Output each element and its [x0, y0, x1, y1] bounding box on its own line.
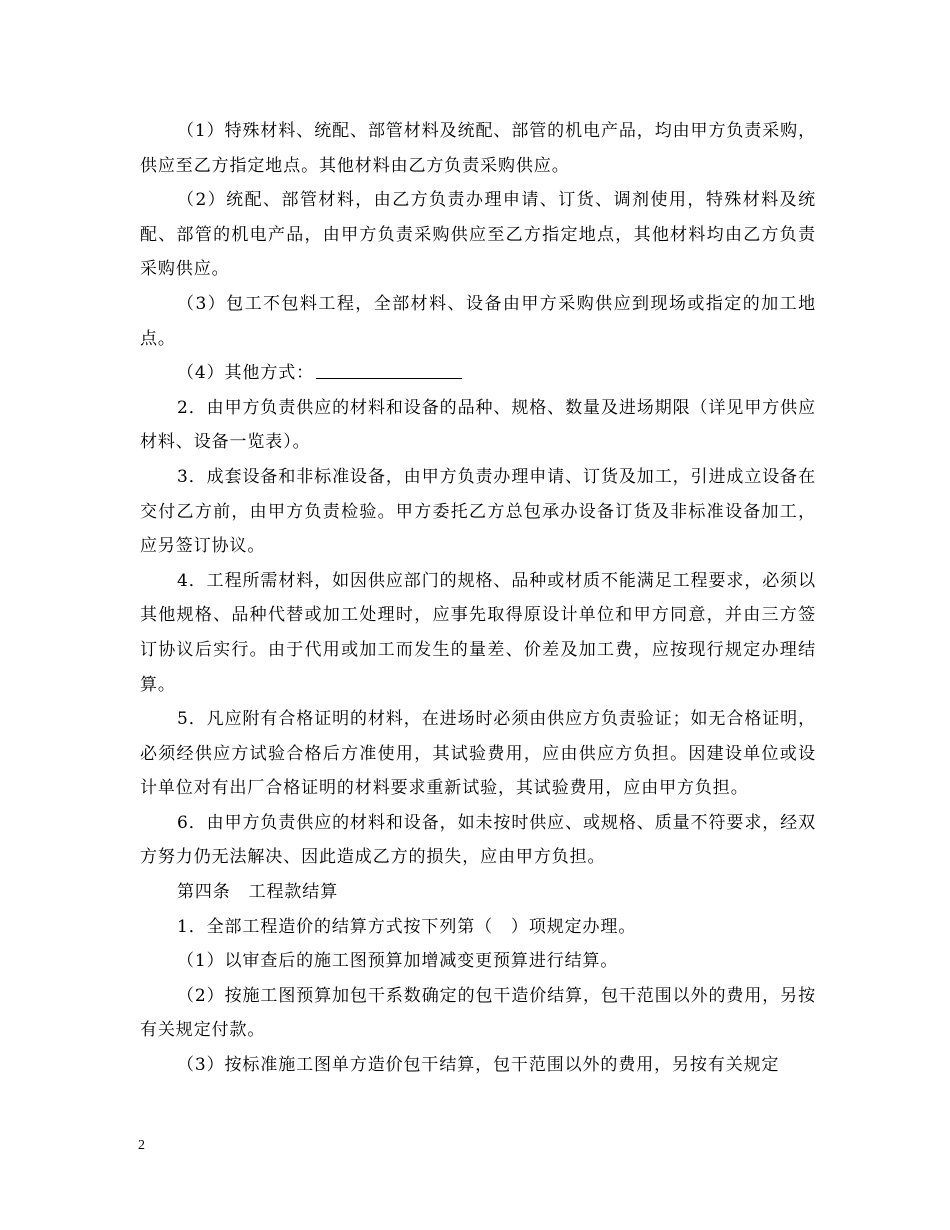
paragraph-clause-6: 6．由甲方负责供应的材料和设备，如未按时供应、或规格、质量不符要求，经双方努力仍无法解决、因此造成乙方的损失，应由甲方负担。 — [140, 812, 816, 868]
paragraph-material-supply-option-3: （3）包工不包料工程，全部材料、设备由甲方采购供应到现场或指定的加工地点。 — [140, 293, 816, 349]
paragraph-material-supply-option-2: （2）统配、部管材料，由乙方负责办理申请、订货、调剂使用，特殊材料及统配、部管的机电产品，由甲方负责采购供应至乙方指定地点，其他材料均由乙方负责采购供应。 — [140, 190, 816, 280]
paragraph-clause-2: 2．由甲方负责供应的材料和设备的品种、规格、数量及进场期限（详见甲方供应材料、设备一览表）。 — [140, 397, 816, 453]
paragraph-material-supply-option-4 — [140, 356, 816, 391]
paragraph-clause-4: 4．工程所需材料，如因供应部门的规格、品种或材质不能满足工程要求，必须以其他规格、品种代替或加工处理时，应事先取得原设计单位和甲方同意，并由三方签订协议后实行。由于代用或加工而发生的量差、价差及加工费，应按现行规定办理结算。 — [140, 570, 816, 695]
paragraph-clause-5: 5．凡应附有合格证明的材料，在进场时必须由供应方负责验证；如无合格证明，必须经供应方试验合格后方准使用，其试验费用，应由供应方负担。因建设单位或设计单位对有出厂合格证明的材料要求重新试验，其试验费用，应由甲方负担。 — [140, 709, 816, 799]
paragraph-settlement-clause-1: 1．全部工程造价的结算方式按下列第（ ）项规定办理。 — [177, 916, 637, 937]
section-heading-article-4: 第四条 工程款结算 — [177, 882, 339, 903]
paragraph-settlement-option-2: （2）按施工图预算加包干系数确定的包干造价结算，包干范围以外的费用，另按有关规定付款。 — [140, 985, 816, 1041]
paragraph-settlement-option-1: （1）以审查后的施工图预算加增减变更预算进行结算。 — [177, 951, 619, 972]
paragraph-clause-3: 3．成套设备和非标准设备，由甲方负责办理申请、订货及加工，引进成立设备在交付乙方前，由甲方负责检验。甲方委托乙方总包承办设备订货及非标准设备加工，应另签订协议。 — [140, 466, 816, 557]
document-body — [140, 114, 816, 1083]
page-number: 2 — [138, 1138, 145, 1153]
paragraph-settlement-option-3: （3）按标准施工图单方造价包干结算，包干范围以外的费用，另按有关规定 — [177, 1055, 780, 1076]
option-4-label: （4）其他方式： — [177, 363, 315, 384]
fill-in-blank-line — [316, 362, 462, 379]
paragraph-material-supply-option-1: （1）特殊材料、统配、部管材料及统配、部管的机电产品，均由甲方负责采购，供应至乙方指定地点。其他材料由乙方负责采购供应。 — [140, 121, 816, 176]
